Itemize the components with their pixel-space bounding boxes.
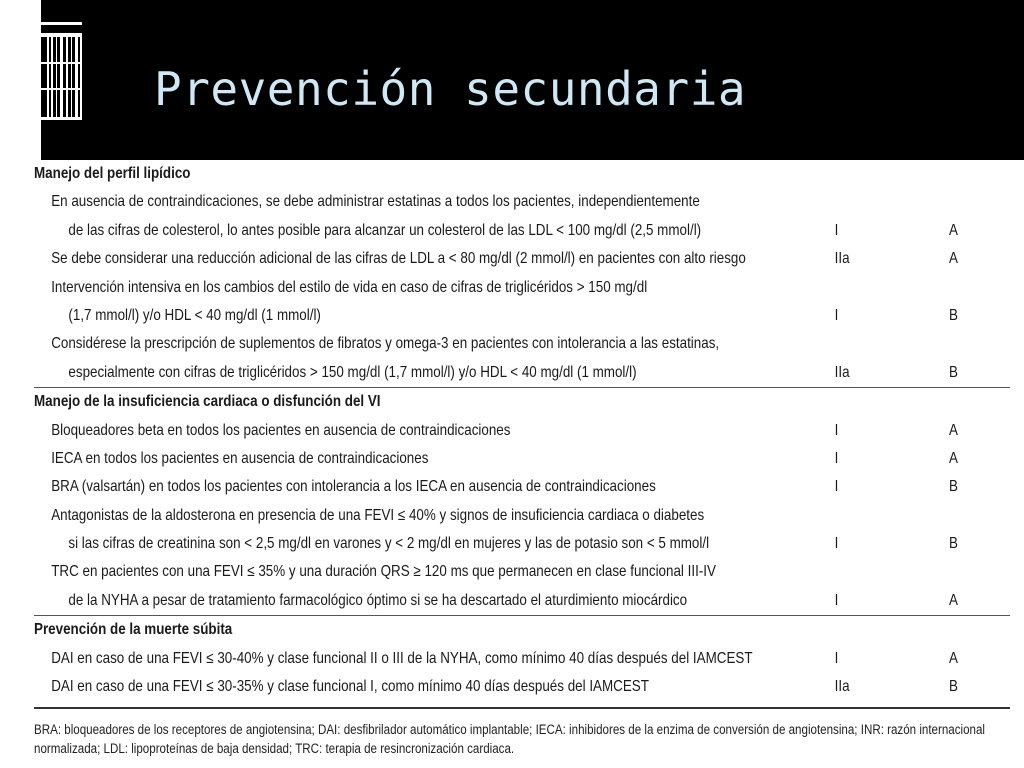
table-row	[34, 245, 1010, 273]
recommendation-text: de las cifras de colesterol, lo antes posible para alcanzar un colesterol de las LDL < 100 mg/dl (2,5 mmol/l)	[68, 221, 702, 239]
evidence-level: A	[949, 421, 958, 439]
recommendation-class: I	[834, 221, 839, 239]
recommendation-class: I	[834, 449, 839, 467]
recommendation-text: (1,7 mmol/l) y/o HDL < 40 mg/dl (1 mmol/l)	[68, 306, 321, 324]
table-row	[34, 302, 1010, 330]
table-row	[34, 417, 1010, 445]
slide-title-bar	[41, 0, 1024, 160]
recommendation-class: IIa	[834, 678, 850, 696]
evidence-level: A	[949, 591, 958, 609]
table-row	[34, 330, 1010, 358]
recommendation-text: de la NYHA a pesar de tratamiento farmacológico óptimo si se ha descartado el aturdimiento miocárdico	[68, 591, 688, 609]
section-heading	[34, 615, 1010, 644]
table-row	[34, 445, 1010, 473]
recommendation-text: si las cifras de creatinina son < 2,5 mg/dl en varones y < 2 mg/dl en mujeres y las de potasio son < 5 mmol/l	[68, 535, 710, 553]
recommendation-text: Considérese la prescripción de suplementos de fibratos y omega-3 en pacientes con intolerancia a las estatinas,	[51, 335, 720, 353]
recommendation-class: I	[834, 478, 839, 496]
evidence-level: B	[949, 678, 958, 696]
recommendation-text: Bloqueadores beta en todos los pacientes en ausencia de contraindicaciones	[51, 421, 511, 439]
slide-decoration-icon	[41, 22, 82, 120]
slide-title: Prevención secundaria	[154, 62, 747, 116]
recommendation-text: Se debe considerar una reducción adicional de las cifras de LDL a < 80 mg/dl (2 mmol/l) en pacientes con alto riesgo	[51, 250, 746, 268]
recommendation-class: I	[834, 306, 839, 324]
recommendation-text: especialmente con cifras de triglicéridos > 150 mg/dl (1,7 mmol/l) y/o HDL < 40 mg/dl (1 mmol/l)	[68, 363, 637, 381]
table-row	[34, 473, 1010, 501]
recommendation-text: DAI en caso de una FEVI ≤ 30-35% y clase funcional I, como mínimo 40 días después del IAMCEST	[51, 678, 649, 696]
table-row	[34, 274, 1010, 302]
recommendation-text: Antagonistas de la aldosterona en presencia de una FEVI ≤ 40% y signos de insuficiencia cardiaca o diabetes	[51, 506, 705, 524]
table-bottom-rule	[34, 707, 1010, 709]
table-row	[34, 359, 1010, 387]
table-row	[34, 645, 1010, 673]
recommendations-table	[34, 160, 1010, 701]
table-row	[34, 530, 1010, 558]
evidence-level: A	[949, 221, 958, 239]
recommendation-class: IIa	[834, 363, 850, 381]
evidence-level: B	[949, 478, 958, 496]
recommendation-text: DAI en caso de una FEVI ≤ 30-40% y clase funcional II o III de la NYHA, como mínimo 40 días después del IAMCEST	[51, 649, 753, 667]
evidence-level: A	[949, 649, 958, 667]
table-row	[34, 217, 1010, 245]
evidence-level: A	[949, 449, 958, 467]
recommendation-text: IECA en todos los pacientes en ausencia de contraindicaciones	[51, 449, 429, 467]
section-heading-text: Prevención de la muerte súbita	[34, 621, 233, 639]
section-heading-text: Manejo de la insuficiencia cardiaca o disfunción del VI	[34, 393, 381, 411]
evidence-level: B	[949, 535, 958, 553]
recommendation-text: Intervención intensiva en los cambios del estilo de vida en caso de cifras de triglicéridos > 150 mg/dl	[51, 278, 648, 296]
recommendation-text: TRC en pacientes con una FEVI ≤ 35% y una duración QRS ≥ 120 ms que permanecen en clase funcional III-IV	[51, 563, 716, 581]
recommendation-text: BRA (valsartán) en todos los pacientes con intolerancia a los IECA en ausencia de contraindicaciones	[51, 478, 656, 496]
evidence-level: B	[949, 306, 958, 324]
section-heading-text: Manejo del perfil lipídico	[34, 165, 191, 182]
table-row	[34, 188, 1010, 216]
recommendation-class: I	[834, 535, 839, 553]
table-row	[34, 502, 1010, 530]
recommendation-class: I	[834, 421, 839, 439]
recommendation-class: I	[834, 649, 839, 667]
table-row	[34, 558, 1010, 586]
table-footnote: BRA: bloqueadores de los receptores de angiotensina; DAI: desfibrilador automático implantable; IECA: inhibidores de la enzima de conversión de angiotensina; INR: razón internacional normalizada; LDL: lipoproteínas de baja densidad; TRC: terapia de resincronización cardiaca.	[34, 722, 985, 756]
recommendation-text: En ausencia de contraindicaciones, se debe administrar estatinas a todos los pacientes, independientemente	[51, 193, 700, 211]
recommendation-class: IIa	[834, 250, 850, 268]
table-row	[34, 673, 1010, 701]
evidence-level: B	[949, 363, 958, 381]
evidence-level: A	[949, 250, 958, 268]
recommendation-class: I	[834, 591, 839, 609]
section-heading	[34, 160, 1010, 188]
table-row	[34, 587, 1010, 615]
section-heading	[34, 387, 1010, 416]
